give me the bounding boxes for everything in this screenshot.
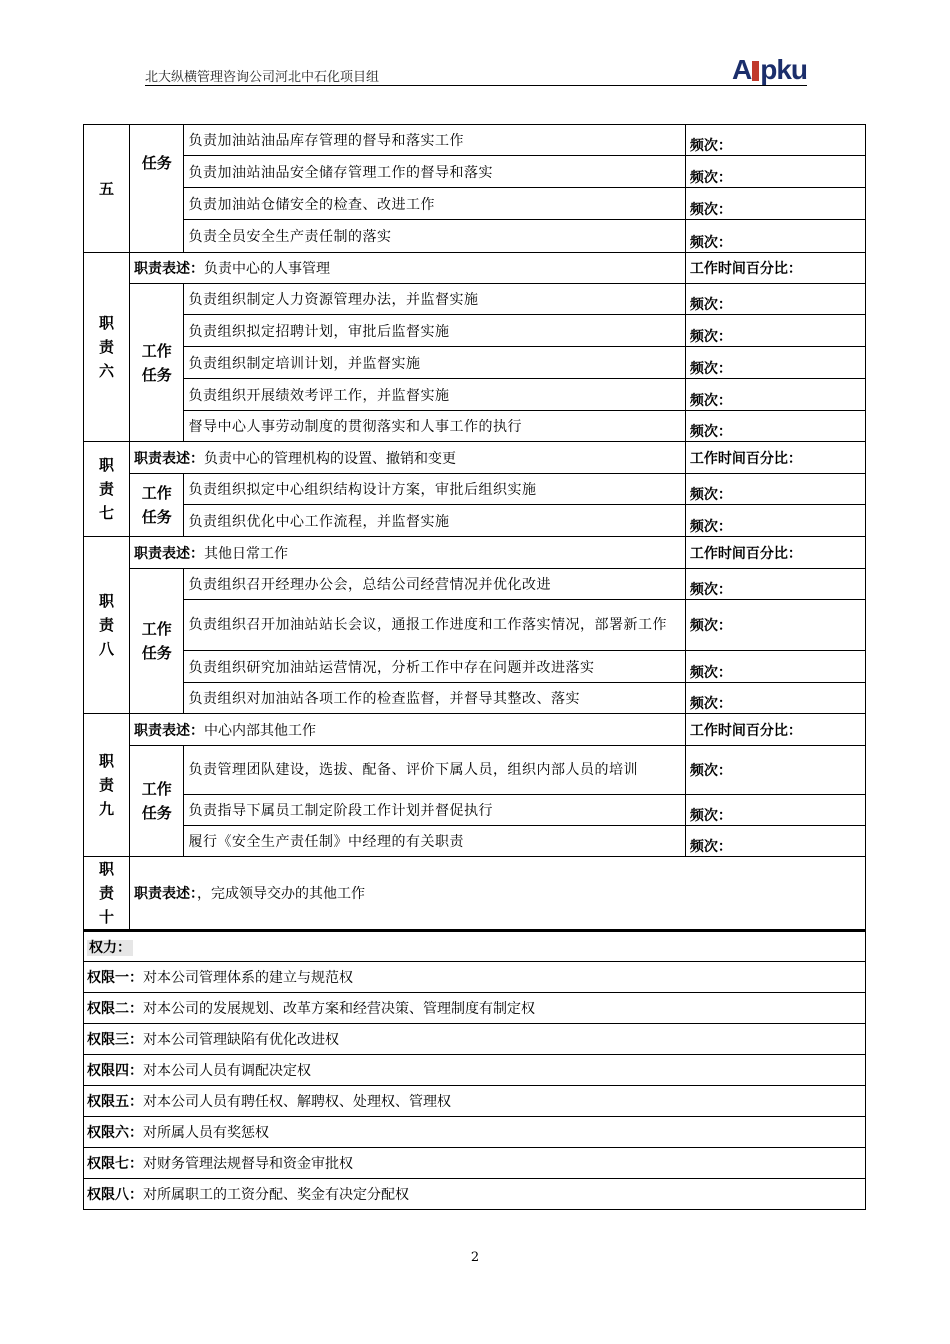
duty7-sub bbox=[130, 474, 184, 537]
power-label: 权限八： bbox=[87, 1187, 143, 1203]
power-label: 权限四： bbox=[87, 1063, 143, 1079]
power-label: 权限七： bbox=[87, 1156, 143, 1172]
task-freq: 频次： bbox=[685, 795, 865, 826]
desc-label: 职责表述： bbox=[134, 545, 205, 562]
duty9-label-text: 职责九 bbox=[99, 752, 115, 818]
task-text: 负责加油站仓储安全的检查、改进工作 bbox=[184, 188, 685, 220]
task-text: 负责全员安全生产责任制的落实 bbox=[184, 220, 685, 253]
duty9-sub bbox=[130, 746, 184, 857]
duty9-label bbox=[84, 714, 130, 857]
task-freq: 频次： bbox=[685, 125, 865, 156]
duty6-label-text: 职责六 bbox=[99, 314, 115, 380]
duty6-sub bbox=[130, 284, 184, 442]
task-text: 负责管理团队建设，选拔、配备、评价下属人员，组织内部人员的培训 bbox=[184, 746, 685, 795]
duty6-pct: 工作时间百分比： bbox=[685, 253, 865, 284]
power-text: 对财务管理法规督导和资金审批权 bbox=[143, 1156, 353, 1172]
task-text: 负责组织制定人力资源管理办法，并监督实施 bbox=[184, 284, 685, 315]
task-freq: 频次： bbox=[685, 156, 865, 188]
power-text: 对本公司的发展规划、改革方案和经营决策、管理制度有制定权 bbox=[143, 1001, 535, 1017]
desc-text: 负责中心的管理机构的设置、撤销和变更 bbox=[204, 450, 457, 467]
power-title: 权力： bbox=[89, 939, 131, 956]
task-freq: 频次： bbox=[685, 683, 865, 714]
duty9-desc bbox=[130, 714, 686, 746]
task-text: 负责组织召开加油站站长会议，通报工作进度和工作落实情况，部署新工作 bbox=[184, 600, 685, 651]
power-row bbox=[84, 993, 866, 1024]
power-text: 对本公司管理体系的建立与规范权 bbox=[143, 970, 353, 986]
duty7-label bbox=[84, 442, 130, 537]
desc-label: 职责表述： bbox=[134, 450, 205, 467]
desc-label: 职责表述： bbox=[134, 886, 198, 902]
duty8-label-text: 职责八 bbox=[99, 592, 115, 658]
desc-text: 其他日常工作 bbox=[204, 545, 289, 562]
task-freq: 频次： bbox=[685, 347, 865, 379]
company-logo: A pku bbox=[731, 54, 807, 85]
duty10-desc bbox=[130, 857, 866, 930]
desc-text: 负责中心的人事管理 bbox=[204, 261, 331, 277]
power-label: 权限三： bbox=[87, 1032, 143, 1048]
task-text: 负责组织研究加油站运营情况，分析工作中存在问题并改进落实 bbox=[184, 651, 685, 683]
duty6-desc bbox=[130, 253, 686, 284]
power-row bbox=[84, 1148, 866, 1179]
power-text: 对所属职工的工资分配、奖金有决定分配权 bbox=[143, 1187, 409, 1203]
duty7-label-text: 职责七 bbox=[99, 456, 115, 522]
task-text: 负责组织制定培训计划，并监督实施 bbox=[184, 347, 685, 379]
task-freq: 频次： bbox=[685, 220, 865, 253]
desc-text: 中心内部其他工作 bbox=[204, 722, 317, 739]
task-text: 负责加油站油品库存管理的督导和落实工作 bbox=[184, 125, 685, 156]
duty5-sub: 任务 bbox=[130, 125, 184, 253]
task-text: 负责组织优化中心工作流程，并监督实施 bbox=[184, 505, 685, 537]
power-text: 对本公司人员有聘任权、解聘权、处理权、管理权 bbox=[143, 1094, 451, 1110]
power-label: 权限五： bbox=[87, 1094, 143, 1110]
task-freq: 频次： bbox=[685, 379, 865, 411]
power-row bbox=[84, 1117, 866, 1148]
task-freq: 频次： bbox=[685, 746, 865, 795]
desc-text: ，完成领导交办的其他工作 bbox=[197, 886, 366, 902]
duty-table bbox=[83, 124, 866, 930]
power-label: 权限一： bbox=[87, 970, 143, 986]
header-org: 北大纵横管理咨询公司河北中石化项目组 bbox=[145, 69, 380, 84]
task-freq: 频次： bbox=[685, 315, 865, 347]
task-text: 督导中心人事劳动制度的贯彻落实和人事工作的执行 bbox=[184, 411, 685, 442]
task-text: 履行《安全生产责任制》中经理的有关职责 bbox=[184, 826, 685, 857]
duty8-sub bbox=[130, 569, 184, 714]
task-freq: 频次： bbox=[685, 411, 865, 442]
power-row bbox=[84, 962, 866, 993]
duty6-sub-text: 工作任务 bbox=[141, 341, 172, 384]
task-freq: 频次： bbox=[685, 651, 865, 683]
duty8-pct: 工作时间百分比： bbox=[685, 537, 865, 569]
duty7-pct: 工作时间百分比： bbox=[685, 442, 865, 474]
duty10-label bbox=[84, 857, 130, 930]
task-text: 负责组织开展绩效考评工作，并监督实施 bbox=[184, 379, 685, 411]
header-rule bbox=[145, 85, 807, 86]
power-table bbox=[83, 930, 866, 1210]
task-freq: 频次： bbox=[685, 505, 865, 537]
power-title-cell bbox=[84, 931, 866, 962]
task-freq: 频次： bbox=[685, 474, 865, 505]
task-freq: 频次： bbox=[685, 188, 865, 220]
duty8-sub-text: 工作任务 bbox=[141, 620, 172, 662]
task-text: 负责指导下属员工制定阶段工作计划并督促执行 bbox=[184, 795, 685, 826]
task-freq: 频次： bbox=[685, 569, 865, 600]
page-number: 2 bbox=[470, 1250, 480, 1265]
duty9-pct: 工作时间百分比： bbox=[685, 714, 865, 746]
duty8-desc bbox=[130, 537, 686, 569]
power-text: 对所属人员有奖惩权 bbox=[143, 1125, 269, 1141]
power-row bbox=[84, 1024, 866, 1055]
power-label: 权限二： bbox=[87, 1001, 143, 1017]
task-freq: 频次： bbox=[685, 600, 865, 651]
duty9-sub-text: 工作任务 bbox=[141, 780, 172, 822]
power-label: 权限六： bbox=[87, 1125, 143, 1141]
task-text: 负责组织召开经理办公会，总结公司经营情况并优化改进 bbox=[184, 569, 685, 600]
task-freq: 频次： bbox=[685, 284, 865, 315]
task-freq: 频次： bbox=[685, 826, 865, 857]
power-row bbox=[84, 1086, 866, 1117]
power-text: 对本公司人员有调配决定权 bbox=[143, 1063, 311, 1079]
duty6-label bbox=[84, 253, 130, 442]
power-row bbox=[84, 1055, 866, 1086]
duty10-label-text: 职责十 bbox=[99, 860, 115, 926]
duty5-label: 五 bbox=[84, 125, 130, 253]
desc-label: 职责表述： bbox=[134, 722, 205, 739]
task-text: 负责组织拟定中心组织结构设计方案，审批后组织实施 bbox=[184, 474, 685, 505]
page-header bbox=[145, 54, 807, 88]
task-text: 负责加油站油品安全储存管理工作的督导和落实 bbox=[184, 156, 685, 188]
power-text: 对本公司管理缺陷有优化改进权 bbox=[143, 1032, 339, 1048]
power-row bbox=[84, 1179, 866, 1210]
task-text: 负责组织对加油站各项工作的检查监督，并督导其整改、落实 bbox=[184, 683, 685, 714]
desc-label: 职责表述： bbox=[134, 261, 205, 277]
duty8-label bbox=[84, 537, 130, 714]
task-text: 负责组织拟定招聘计划，审批后监督实施 bbox=[184, 315, 685, 347]
duty7-sub-text: 工作任务 bbox=[141, 484, 172, 526]
duty7-desc bbox=[130, 442, 686, 474]
